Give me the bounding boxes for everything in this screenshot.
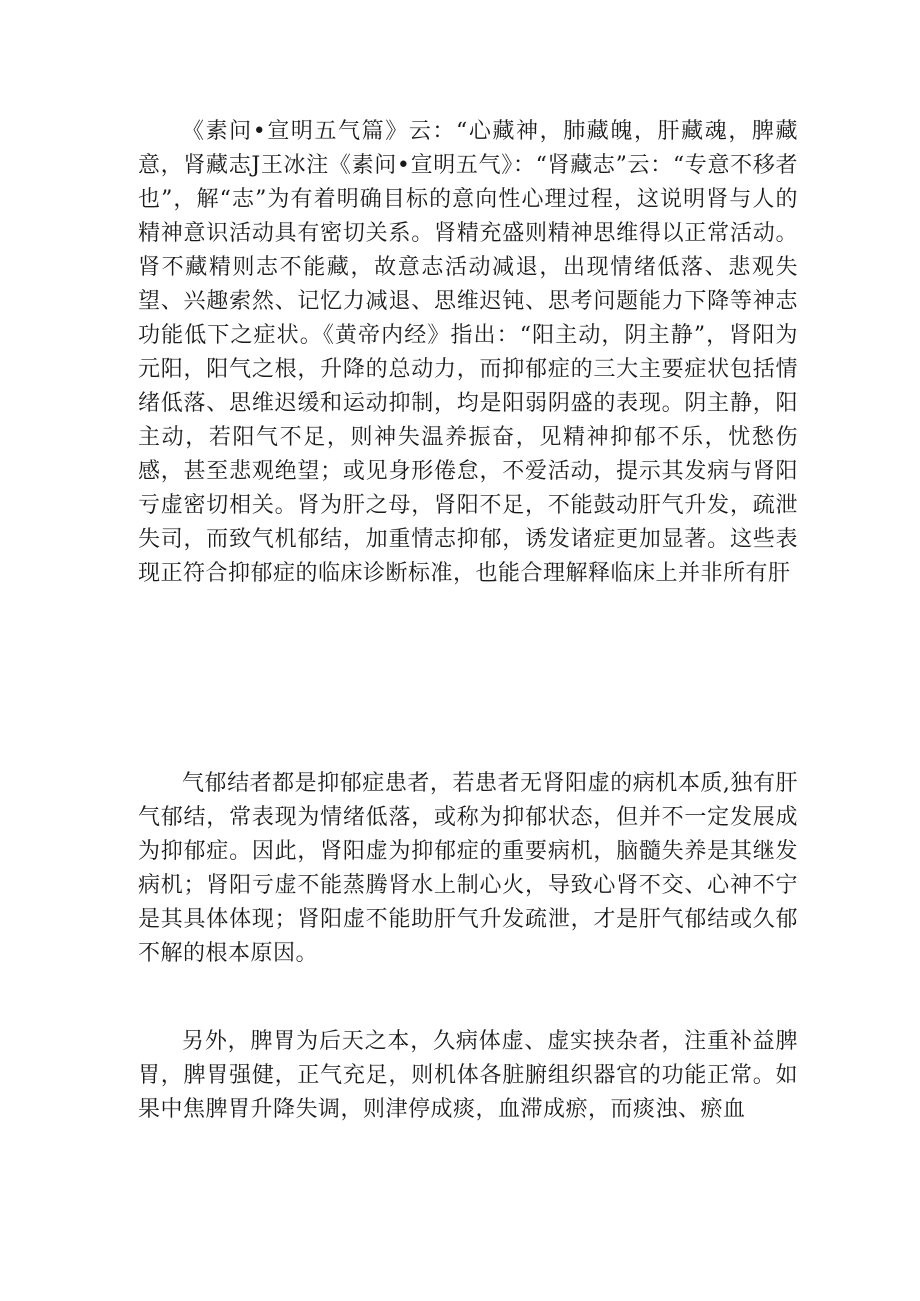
paragraph-gan-qi-yu-jie: [138, 767, 798, 971]
paragraph-text: 气郁结者都是抑郁症患者，若患者无肾阳虚的病机本质,独有肝气郁结，常表现为情绪低落，或称为抑郁状态，但并不一定发展成为抑郁症。因此，肾阳虚为抑郁症的重要病机，脑髓失养是其继发病机；肾阳亏虚不能蒸腾肾水上制心火，导致心肾不交、心神不宁是其具体体现；肾阳虚不能助肝气升发疏泄，才是肝气郁结或久郁不解的根本原因。: [138, 771, 798, 966]
paragraph-text: 另外，脾胃为后天之本，久病体虚、虚实挟杂者，注重补益脾胃，脾胃强健，正气充足，则机体各脏腑组织器官的功能正常。如果中焦脾胃升降失调，则津停成痰，血滞成瘀，而痰浊、瘀血: [138, 1029, 798, 1122]
paragraph-pi-wei: [138, 1025, 798, 1127]
paragraph-shen-cang-zhi: [138, 115, 798, 591]
paragraph-text: 《素问•宣明五气篇》云：“心藏神，肺藏魄，肝藏魂，脾藏意，肾藏志J王冰注《素问•宣明五气》：“肾藏志”云：“专意不移者也”，解“志”为有着明确目标的意向性心理过程，这说明肾与人的精神意识活动具有密切关系。肾精充盛则精神思维得以正常活动。肾不藏精则志不能藏，故意志活动减退，出现情绪低落、悲观失望、兴趣索然、记忆力减退、思维迟钝、思考问题能力下降等神志功能低下之症状。《黄帝内经》指出：“阳主动，阴主静”，肾阳为元阳，阳气之根，升降的总动力，而抑郁症的三大主要症状包括情绪低落、思维迟缓和运动抑制，均是阳弱阴盛的表现。阴主静，阳主动，若阳气不足，则神失温养振奋，见精神抑郁不乐，忧愁伤感，甚至悲观绝望；或见身形倦怠，不爱活动，提示其发病与肾阳亏虚密切相关。肾为肝之母，肾阳不足，不能鼓动肝气升发，疏泄失司，而致气机郁结，加重情志抑郁，诱发诸症更加显著。这些表现正符合抑郁症的临床诊断标准，也能合理解释临床上并非所有肝: [138, 119, 798, 586]
